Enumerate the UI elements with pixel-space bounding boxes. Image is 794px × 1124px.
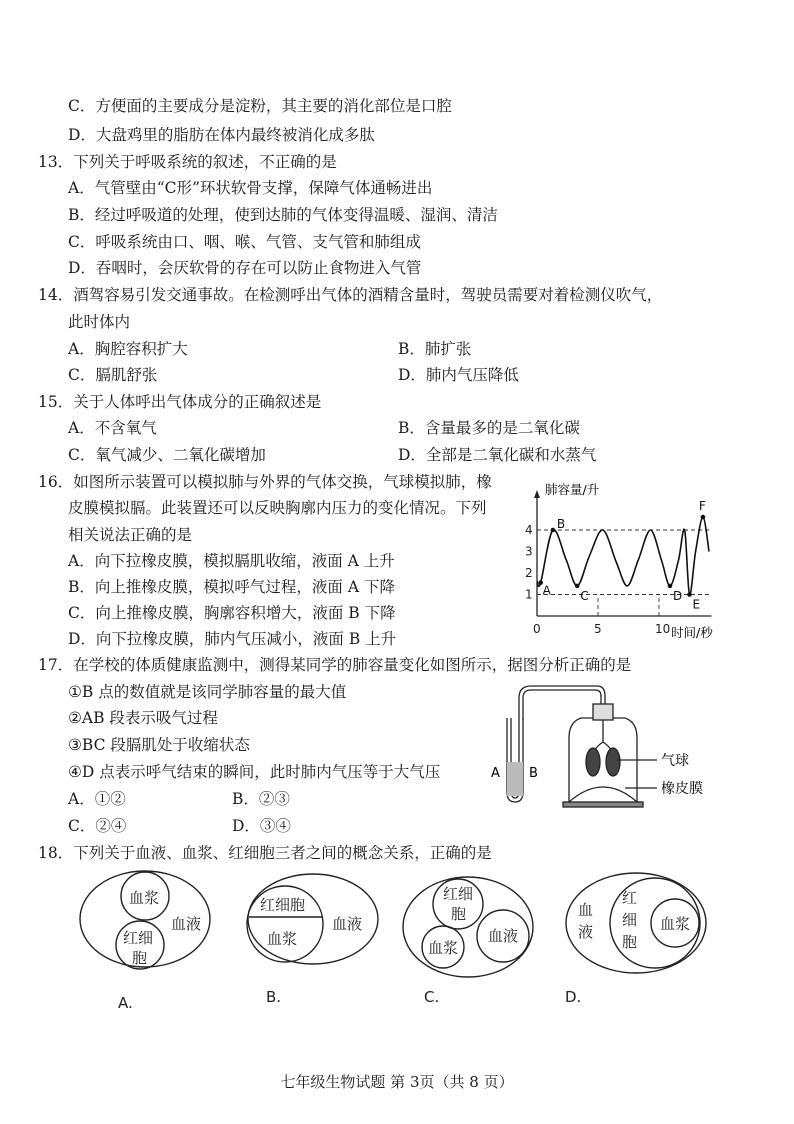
q16-stem-cont1: 皮膜模拟膈。此装置还可以反映胸廓内压力的变化情况。下列 xyxy=(68,499,487,517)
rubber-membrane xyxy=(569,787,637,802)
q16-option-c: C．向上推橡皮膜，胸廓容积增大，液面 B 下降 xyxy=(68,604,396,622)
chart-point-label-e: E xyxy=(692,597,701,612)
chart-point-b xyxy=(551,528,556,533)
q16-option-a: A．向下拉橡皮膜，模拟膈肌收缩，液面 A 上升 xyxy=(68,552,395,570)
diagram-d-hong-2: 细 xyxy=(622,911,638,929)
diagram-d-ye-1: 血 xyxy=(578,901,594,919)
diagram-label-a: A. xyxy=(118,994,133,1010)
diagram-d-hong-1: 红 xyxy=(622,889,638,907)
page-footer: 七年级生物试题 第 3页（共 8 页） xyxy=(280,1073,514,1091)
q17-statement-2: ②AB 段表示吸气过程 xyxy=(68,709,218,727)
chart-point-label-f: F xyxy=(698,499,706,514)
chart-x-tick-label: 5 xyxy=(594,622,602,636)
q18-stem: 18．下列关于血液、血浆、红细胞三者之间的概念关系，正确的是 xyxy=(38,844,492,862)
stopper xyxy=(593,704,613,720)
label-tube-b: B xyxy=(529,766,538,781)
chart-point-label-d: D xyxy=(672,588,683,603)
q14-option-d: D．肺内气压降低 xyxy=(398,366,519,384)
q13-option-a: A．气管壁由“C形”环状软骨支撑，保障气体通畅进出 xyxy=(68,179,433,197)
diagram-a-xueye: 血液 xyxy=(171,915,202,933)
label-balloon: 气球 xyxy=(661,753,689,769)
chart-y-tick-label: 2 xyxy=(525,566,533,580)
q13-stem: 13．下列关于呼吸系统的叙述，不正确的是 xyxy=(38,153,337,171)
q17-option-b: B．②③ xyxy=(232,790,290,808)
chart-point-label-a: A xyxy=(542,583,551,598)
label-membrane: 橡皮膜 xyxy=(661,781,703,797)
u-tube-liquid xyxy=(507,762,523,796)
chart-y-tick-label: 3 xyxy=(525,544,533,559)
chart-point-d xyxy=(668,584,673,589)
chart-point-label-c: C xyxy=(580,588,589,603)
diagram-d-xuejiang: 血浆 xyxy=(660,915,691,933)
chart-x-tick-label: 10 xyxy=(655,622,671,636)
diagram-a-xuejiang: 血浆 xyxy=(129,889,160,907)
q16-option-b: B．向上推橡皮膜，模拟呼气过程，液面 A 下降 xyxy=(68,578,395,596)
q16-option-d: D．向下拉橡皮膜，肺内气压减小，液面 B 上升 xyxy=(68,630,397,648)
diagram-c-hong-2: 胞 xyxy=(451,905,467,923)
chart-point-e xyxy=(687,592,692,597)
label-tube-a: A xyxy=(491,766,500,781)
diagram-label-d: D. xyxy=(565,988,582,1006)
balloon-left xyxy=(586,748,600,776)
q17-statement-4: ④D 点表示呼气结束的瞬间，此时肺内气压等于大气压 xyxy=(68,763,441,781)
chart-point-label-b: B xyxy=(556,517,566,531)
q12-option-d: D．大盘鸡里的脂肪在体内最终被消化成多肽 xyxy=(68,126,375,144)
q15-option-c: C．氧气减少、二氧化碳增加 xyxy=(68,446,266,464)
diagram-d xyxy=(566,873,706,973)
diagram-c-xueye: 血液 xyxy=(488,927,519,945)
diagram-c-hong-1: 红细 xyxy=(443,885,474,903)
q17-option-a: A．①② xyxy=(68,790,126,808)
q14-option-a: A．胸腔容积扩大 xyxy=(68,340,188,358)
chart-point-c xyxy=(575,584,580,589)
diagram-a-hong-1: 红细 xyxy=(123,929,154,947)
diagram-label-c: C. xyxy=(424,988,440,1006)
concept-diagrams xyxy=(70,865,730,1010)
chart-x-tick-label: 0 xyxy=(533,622,541,636)
q15-stem: 15．关于人体呼出气体成分的正确叙述是 xyxy=(38,393,322,411)
diagram-a xyxy=(80,871,210,969)
q14-stem: 14．酒驾容易引发交通事故。在检测呼出气体的酒精含量时，驾驶员需要对着检测仪吹气， xyxy=(38,286,663,304)
chart-ylabel: 肺容量/升 xyxy=(545,482,600,497)
diagram-d-ye-2: 液 xyxy=(578,923,594,941)
diagram-b-xueye: 血液 xyxy=(332,915,363,933)
breathing-model-diagram xyxy=(485,680,730,810)
q17-option-d: D．③④ xyxy=(232,817,291,835)
diagram-label-b: B. xyxy=(266,988,282,1006)
q14-stem-cont: 此时体内 xyxy=(68,313,131,331)
q13-option-c: C．呼吸系统由口、咽、喉、气管、支气管和肺组成 xyxy=(68,233,421,251)
q17-option-c: C．②④ xyxy=(68,817,127,835)
q13-option-d: D．吞咽时，会厌软骨的存在可以防止食物进入气管 xyxy=(68,259,422,277)
diagram-a-hong-2: 胞 xyxy=(132,949,148,967)
q15-option-a: A．不含氧气 xyxy=(68,419,157,437)
q17-statement-3: ③BC 段膈肌处于收缩状态 xyxy=(68,736,250,754)
chart-xlabel: 时间/秒 xyxy=(671,625,713,640)
q12-option-c: C．方便面的主要成分是淀粉，其主要的消化部位是口腔 xyxy=(68,97,452,115)
diagram-d-hong-3: 胞 xyxy=(622,933,638,951)
q14-option-b: B．肺扩张 xyxy=(398,340,472,358)
connecting-tube xyxy=(519,686,605,706)
diagram-b-xuejiang: 血浆 xyxy=(267,930,298,948)
q16-stem-cont2: 相关说法正确的是 xyxy=(68,526,193,544)
q14-option-c: C．膈肌舒张 xyxy=(68,366,158,384)
diagram-c xyxy=(403,877,533,977)
q15-option-b: B．含量最多的是二氧化碳 xyxy=(398,419,580,437)
q17-stem: 17．在学校的体质健康监测中，测得某同学的肺容量变化如图所示，据图分析正确的是 xyxy=(38,656,632,674)
diagram-c-xuejiang: 血浆 xyxy=(428,939,459,957)
q16-stem: 16．如图所示装置可以模拟肺与外界的气体交换，气球模拟肺，橡 xyxy=(38,473,492,491)
diagram-b xyxy=(247,874,378,964)
chart-point-f xyxy=(701,515,706,520)
chart-y-tick-label: 1 xyxy=(525,587,533,602)
q15-option-d: D．全部是二氧化碳和水蒸气 xyxy=(398,446,597,464)
q17-statement-1: ①B 点的数值就是该同学肺容量的最大值 xyxy=(68,683,347,701)
diagram-b-hongxibao: 红细胞 xyxy=(260,896,306,914)
lung-capacity-chart xyxy=(515,480,715,650)
chart-y-axis-arrow xyxy=(534,490,540,498)
balloon-right xyxy=(606,748,620,776)
chart-y-tick-label: 4 xyxy=(525,523,533,537)
q13-option-b: B．经过呼吸道的处理，使到达肺的气体变得温暖、湿润、清洁 xyxy=(68,206,498,224)
